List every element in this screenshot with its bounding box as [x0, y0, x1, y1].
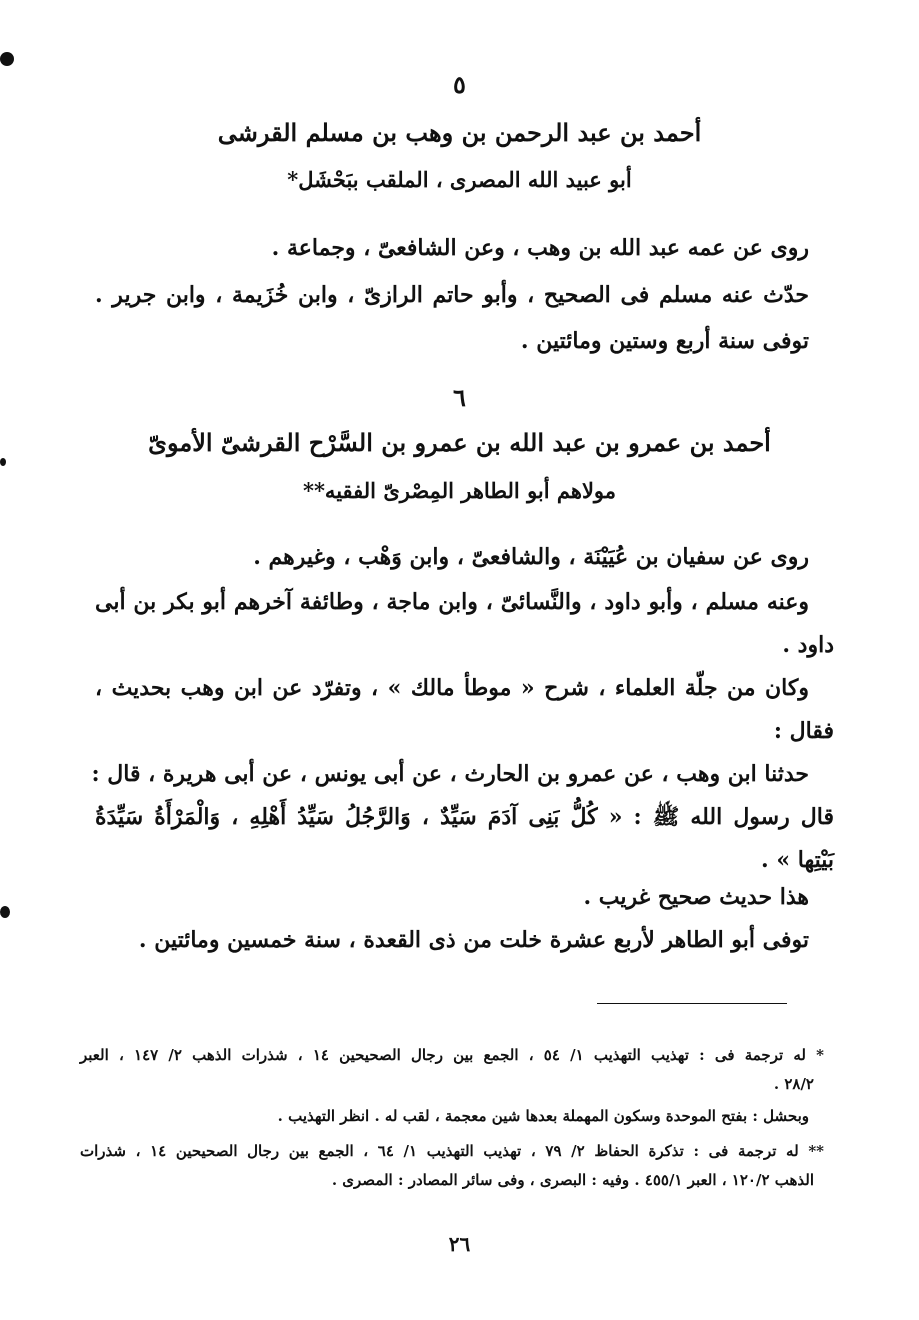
- page-number: ٢٦: [448, 1232, 471, 1256]
- footnote-line: * له ترجمة فى : تهذيب التهذيب ١/ ٥٤ ، الجمع بين رجال الصحيحين ١٤ ، شذرات الذهب ٢/ ١٤٧ ، العبر: [80, 1046, 825, 1064]
- entry-number: ٦: [453, 383, 466, 412]
- entry-paragraph: [95, 227, 809, 270]
- scan-mark: [0, 52, 14, 66]
- text-line: وعنه مسلم ، وأبو داود ، والنَّسائىّ ، وابن ماجة ، وطائفة آخرهم أبو بكر بن أبى: [95, 589, 809, 615]
- footnote: [80, 1102, 809, 1131]
- footnote: [80, 1137, 824, 1195]
- footnote-line: ** له ترجمة فى : تذكرة الحفاظ ٢/ ٧٩ ، تهذيب التهذيب ١/ ٦٤ ، الجمع بين رجال الصحيحين ١٤ ، شذرات: [80, 1142, 825, 1160]
- entry-title: أحمد بن عبد الرحمن بن وهب بن مسلم القرشى: [217, 118, 702, 147]
- entry-title: أحمد بن عمرو بن عبد الله بن عمرو بن السَّرْح القرشىّ الأموىّ: [148, 428, 771, 457]
- entry-paragraph: [91, 753, 834, 882]
- entry-subtitle: أبو عبيد الله المصرى ، الملقب ببَحْشَل*: [287, 167, 632, 192]
- footnote: [80, 1041, 824, 1099]
- text-line: حدثنا ابن وهب ، عن عمرو بن الحارث ، عن أبى يونس ، عن أبى هريرة ، قال :: [91, 761, 809, 787]
- scan-mark: [0, 906, 10, 918]
- entry-paragraph: [95, 581, 834, 667]
- text-line: هذا حديث صحيح غريب .: [583, 884, 809, 910]
- text-line: توفى أبو الطاهر لأربع عشرة خلت من ذى القعدة ، سنة خمسين ومائتين .: [138, 927, 809, 953]
- entry-number: ٥: [453, 70, 466, 99]
- text-line: فقال :: [773, 718, 834, 744]
- entry-paragraph: [95, 320, 809, 363]
- text-line: وكان من جلّة العلماء ، شرح « موطأ مالك » ، وتفرّد عن ابن وهب بحديث ،: [95, 675, 809, 701]
- footnote-line: الذهب ١٢٠/٢ ، العبر ٤٥٥/١ . وفيه : البصرى ، وفى سائر المصادر : المصرى .: [331, 1171, 814, 1189]
- entry-subtitle: مولاهم أبو الطاهر المِصْرىّ الفقيه**: [302, 478, 617, 503]
- footnote-line: وبحشل : بفتح الموحدة وسكون المهملة بعدها شين معجمة ، لقب له . انظر التهذيب .: [277, 1107, 809, 1125]
- entry-paragraph: [95, 274, 809, 317]
- scan-mark: [0, 458, 6, 466]
- text-line: قال رسول الله ﷺ : « كُلُّ بَنِى آدَمَ سَيِّدٌ ، وَالرَّجُلُ سَيِّدُ أَهْلِهِ ، وَالْمَرْأَةُ سَيِّدَةُ: [95, 804, 834, 830]
- footnote-separator: [597, 1003, 787, 1004]
- footnote-line: ٢٨/٢ .: [773, 1075, 814, 1093]
- text-line: حدّث عنه مسلم فى الصحيح ، وأبو حاتم الرازىّ ، وابن خُزَيمة ، وابن جرير .: [95, 282, 809, 308]
- entry-paragraph: [95, 536, 809, 579]
- text-line: توفى سنة أربع وستين ومائتين .: [520, 328, 809, 354]
- entry-paragraph: [95, 667, 834, 753]
- text-line: روى عن سفيان بن عُيَيْنَة ، والشافعىّ ، وابن وَهْب ، وغيرهم .: [253, 544, 809, 570]
- text-line: داود .: [782, 632, 834, 658]
- text-line: بَيْتِها » .: [761, 847, 834, 873]
- text-line: روى عن عمه عبد الله بن وهب ، وعن الشافعىّ ، وجماعة .: [271, 235, 809, 261]
- entry-paragraph: [95, 919, 809, 962]
- entry-paragraph: [95, 876, 809, 919]
